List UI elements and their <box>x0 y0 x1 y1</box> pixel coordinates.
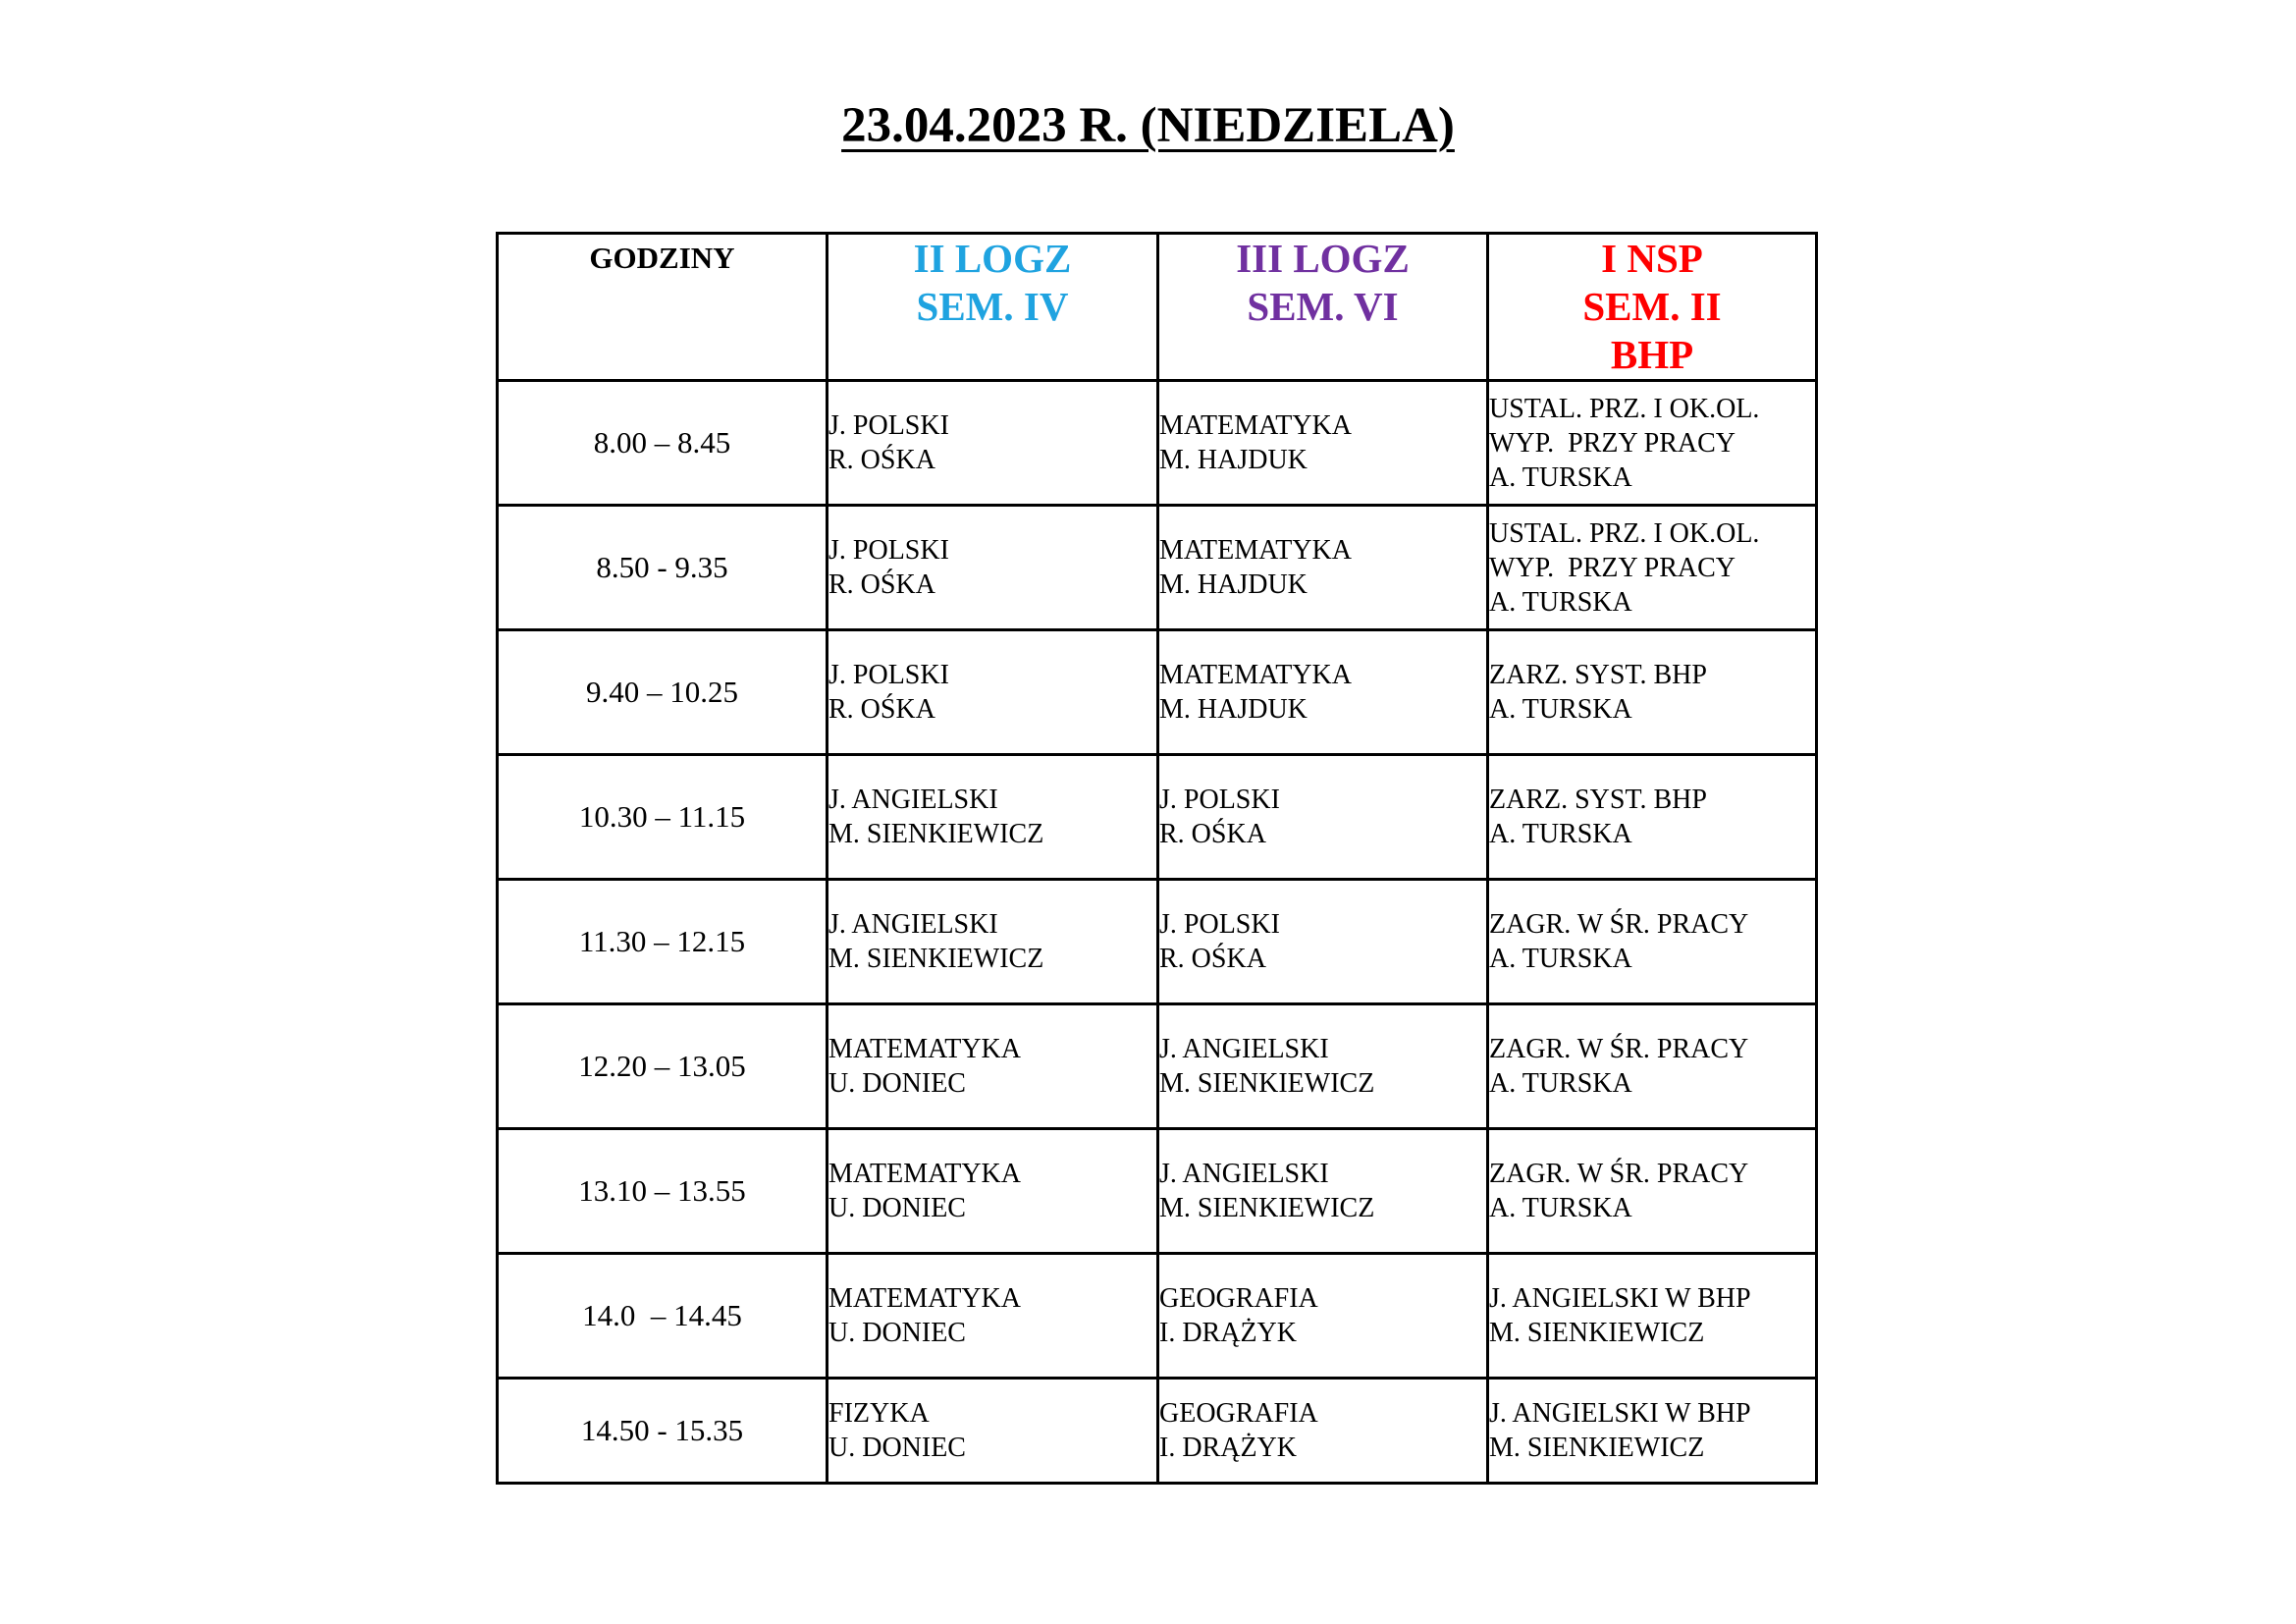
lesson-cell <box>1488 381 1817 506</box>
lesson-teacher: R. OŚKA <box>1159 819 1266 849</box>
time-cell: 11.30 – 12.15 <box>498 880 828 1004</box>
header-ii-logz <box>828 234 1158 381</box>
header-hours-label: GODZINY <box>589 241 735 275</box>
lesson-cell <box>1158 1004 1488 1129</box>
lesson-cell <box>1158 1129 1488 1254</box>
table-row <box>498 381 1817 506</box>
lesson-subject: ZAGR. W ŚR. PRACY <box>1489 909 1749 940</box>
header-i-nsp-major: BHP <box>1610 332 1694 377</box>
header-hours <box>498 234 828 381</box>
lesson-subject: ZAGR. W ŚR. PRACY <box>1489 1159 1749 1189</box>
header-i-nsp-class: I NSP <box>1601 236 1703 281</box>
page-title: 23.04.2023 R. (NIEDZIELA) <box>841 98 1455 153</box>
table-row <box>498 755 1817 880</box>
lesson-teacher: A. TURSKA <box>1489 694 1632 725</box>
lesson-teacher: M. SIENKIEWICZ <box>828 944 1044 974</box>
lesson-subject: MATEMATYKA <box>828 1159 1021 1189</box>
lesson-teacher: M. HAJDUK <box>1159 569 1308 600</box>
lesson-cell <box>828 1004 1158 1129</box>
time-cell: 8.50 - 9.35 <box>498 506 828 630</box>
lesson-cell <box>1158 755 1488 880</box>
schedule-body <box>498 381 1817 1484</box>
lesson-subject: J. POLSKI <box>828 660 949 690</box>
lesson-cell <box>1158 506 1488 630</box>
table-row <box>498 630 1817 755</box>
lesson-subject: WYP. PRZY PRACY <box>1489 552 1736 583</box>
lesson-subject: J. ANGIELSKI <box>1159 1034 1329 1064</box>
header-ii-logz-semester: SEM. IV <box>916 284 1069 329</box>
lesson-cell <box>1158 880 1488 1004</box>
lesson-teacher: A. TURSKA <box>1489 586 1632 618</box>
lesson-teacher: R. OŚKA <box>828 569 935 600</box>
lesson-cell <box>828 755 1158 880</box>
lesson-cell <box>828 381 1158 506</box>
lesson-subject: USTAL. PRZ. I OK.OL. <box>1489 393 1760 424</box>
lesson-subject: J. POLSKI <box>828 410 949 441</box>
lesson-subject: WYP. PRZY PRACY <box>1489 427 1736 459</box>
table-row <box>498 1004 1817 1129</box>
lesson-teacher: U. DONIEC <box>828 1433 966 1463</box>
lesson-teacher: M. SIENKIEWICZ <box>1489 1433 1705 1463</box>
header-row <box>498 234 1817 381</box>
lesson-cell <box>1158 630 1488 755</box>
table-row <box>498 1254 1817 1379</box>
lesson-subject: MATEMATYKA <box>1159 535 1352 566</box>
lesson-subject: GEOGRAFIA <box>1159 1283 1318 1314</box>
header-i-nsp <box>1488 234 1817 381</box>
lesson-teacher: M. SIENKIEWICZ <box>1159 1193 1375 1223</box>
lesson-teacher: M. SIENKIEWICZ <box>828 819 1044 849</box>
lesson-subject: J. ANGIELSKI W BHP <box>1489 1283 1751 1314</box>
lesson-cell <box>1158 1254 1488 1379</box>
lesson-cell <box>1488 1004 1817 1129</box>
lesson-teacher: R. OŚKA <box>828 694 935 725</box>
lesson-subject: ZARZ. SYST. BHP <box>1489 785 1707 815</box>
table-row <box>498 1379 1817 1484</box>
lesson-cell <box>828 1129 1158 1254</box>
lesson-cell <box>828 506 1158 630</box>
lesson-teacher: A. TURSKA <box>1489 1193 1632 1223</box>
lesson-cell <box>1488 630 1817 755</box>
lesson-teacher: M. HAJDUK <box>1159 694 1308 725</box>
lesson-cell <box>1488 1254 1817 1379</box>
lesson-cell <box>1488 1129 1817 1254</box>
time-cell: 12.20 – 13.05 <box>498 1004 828 1129</box>
lesson-teacher: U. DONIEC <box>828 1068 966 1099</box>
header-i-nsp-semester: SEM. II <box>1582 284 1722 329</box>
lesson-subject: GEOGRAFIA <box>1159 1398 1318 1429</box>
lesson-teacher: R. OŚKA <box>828 445 935 475</box>
header-iii-logz <box>1158 234 1488 381</box>
lesson-cell <box>1158 1379 1488 1484</box>
lesson-subject: J. ANGIELSKI W BHP <box>1489 1398 1751 1429</box>
table-row <box>498 880 1817 1004</box>
lesson-subject: J. ANGIELSKI <box>828 785 998 815</box>
lesson-subject: MATEMATYKA <box>1159 410 1352 441</box>
lesson-teacher: I. DRĄŻYK <box>1159 1433 1297 1463</box>
lesson-cell <box>1488 1379 1817 1484</box>
time-cell: 9.40 – 10.25 <box>498 630 828 755</box>
lesson-subject: J. POLSKI <box>1159 785 1280 815</box>
table-row <box>498 506 1817 630</box>
header-iii-logz-semester: SEM. VI <box>1247 284 1399 329</box>
time-cell: 14.0 – 14.45 <box>498 1254 828 1379</box>
lesson-teacher: M. SIENKIEWICZ <box>1159 1068 1375 1099</box>
lesson-teacher: A. TURSKA <box>1489 1068 1632 1099</box>
lesson-teacher: I. DRĄŻYK <box>1159 1318 1297 1348</box>
lesson-subject: ZAGR. W ŚR. PRACY <box>1489 1034 1749 1064</box>
lesson-cell <box>828 630 1158 755</box>
lesson-cell <box>1158 381 1488 506</box>
lesson-subject: J. ANGIELSKI <box>828 909 998 940</box>
lesson-cell <box>1488 880 1817 1004</box>
lesson-teacher: U. DONIEC <box>828 1318 966 1348</box>
lesson-cell <box>828 1379 1158 1484</box>
header-ii-logz-class: II LOGZ <box>913 236 1072 281</box>
lesson-cell <box>828 880 1158 1004</box>
lesson-teacher: A. TURSKA <box>1489 461 1632 493</box>
lesson-subject: MATEMATYKA <box>828 1283 1021 1314</box>
lesson-subject: FIZYKA <box>828 1398 930 1429</box>
schedule-table <box>496 232 1818 1485</box>
lesson-teacher: U. DONIEC <box>828 1193 966 1223</box>
lesson-subject: J. POLSKI <box>828 535 949 566</box>
time-cell: 10.30 – 11.15 <box>498 755 828 880</box>
lesson-subject: USTAL. PRZ. I OK.OL. <box>1489 517 1760 549</box>
lesson-cell <box>1488 506 1817 630</box>
lesson-teacher: M. HAJDUK <box>1159 445 1308 475</box>
time-cell: 8.00 – 8.45 <box>498 381 828 506</box>
header-iii-logz-class: III LOGZ <box>1236 236 1410 281</box>
lesson-subject: MATEMATYKA <box>828 1034 1021 1064</box>
lesson-teacher: M. SIENKIEWICZ <box>1489 1318 1705 1348</box>
time-cell: 14.50 - 15.35 <box>498 1379 828 1484</box>
lesson-teacher: R. OŚKA <box>1159 944 1266 974</box>
lesson-teacher: A. TURSKA <box>1489 944 1632 974</box>
lesson-subject: J. POLSKI <box>1159 909 1280 940</box>
lesson-subject: J. ANGIELSKI <box>1159 1159 1329 1189</box>
lesson-cell <box>828 1254 1158 1379</box>
lesson-cell <box>1488 755 1817 880</box>
time-cell: 13.10 – 13.55 <box>498 1129 828 1254</box>
lesson-subject: ZARZ. SYST. BHP <box>1489 660 1707 690</box>
lesson-subject: MATEMATYKA <box>1159 660 1352 690</box>
table-row <box>498 1129 1817 1254</box>
lesson-teacher: A. TURSKA <box>1489 819 1632 849</box>
